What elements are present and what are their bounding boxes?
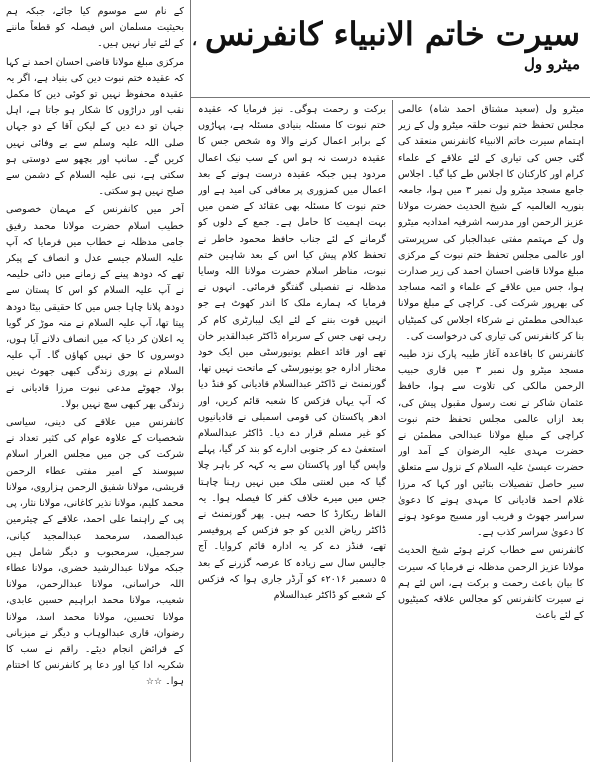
article-column-right: [398, 102, 584, 756]
headline: [190, 0, 590, 96]
headline-divider: [190, 97, 590, 98]
paragraph: کانفرنس سے خطاب کرتے ہوئے شیخ الحدیث مولانا عزیز الرحمن مدظلہ نے فرمایا کہ سیرت کا بیان باعث رحمت و برکت ہے، اس لئے ہم نے سیرت کانفرنس کو مجالس علاقہ کمیٹیوں کے لئے باعث: [398, 545, 584, 622]
paragraph: آخر میں کانفرنس کے مہمان خصوصی خطیب اسلام حضرت مولانا محمد رفیق جامی مدظلہ نے خطاب میں فرمایا کہ آپ علیہ السلام جیسے عدل و انصاف کے پیکر تھے کہ دودھ پینے کے زمانے میں دائی حلیمہ نے آپ علیہ السلام کو اس کا پستان سے دودھ پلانا چاہا جس میں کا حقیقی بیٹا دودھ پیتا تھا، آپ علیہ السلام نے منہ موڑ کر گویا یہ اعلان کر دیا کہ میں انصاف دلانے آیا ہوں، دوسروں کا حق نہیں کھاؤں گا۔ آپ علیہ السلام نے پوری زندگی کبھی جھوٹ نہیں بولا، جھوٹے مدعی نبوت مرزا قادیانی نے زندگی بھر کبھی سچ نہیں بولا۔: [6, 204, 184, 410]
article-column-left: [6, 4, 184, 756]
end-mark: ☆☆: [145, 677, 163, 688]
headline-title: سیرت خاتم الانبیاء کانفرنس: [205, 15, 580, 53]
paragraph: کے نام سے موسوم کیا جائے، جبکہ ہم بحیثیت مسلمان اس فیصلہ کو قطعاً ماننے کے لئے تیار نہیں ہیں۔: [6, 6, 184, 50]
headline-dateline: ، میٹرو ول: [192, 31, 580, 73]
column-divider: [190, 0, 191, 762]
paragraph: مرکزی مبلغ مولانا قاضی احسان احمد نے کہا کہ عقیدہ ختم نبوت دین کی بنیاد ہے، اگر یہ عقیدہ محفوظ نہیں تو کوئی دین کا مکمل نقب اور دراڑوں کا شکار ہو جاتا ہے، اہل جہان تو دے دیں کے لیکن آقا کے دو جہاں صلی اللہ علیہ وسلم سے بے وفائی نہیں کریں گے۔ سانپ اور بچھو سے دوستی ہو سکتی ہے، نبی علیہ السلام کے دشمن سے صلح نہیں ہو سکتی۔: [6, 56, 184, 198]
paragraph: برکت و رحمت ہوگی۔ نیز فرمایا کہ عقیدہ ختم نبوت کا مسئلہ بنیادی مسئلہ ہے، پہاڑوں کے برابر اعمال کرنے والا وہ شخص جس کا عقیدہ درست نہ ہو اس کے سب نیک اعمال مردود ہیں جبکہ عقیدہ درست ہونے کے بعد اعمال میں کمزوری پر معافی کی امید ہے اور ختم نبوت کا مسئلہ بھی عقائد کے ضمن میں بہت اہمیت کا حامل ہے۔ جمع کے دلوں کو گرمانے کے لئے جناب حافظ محمود خاطر نے تحفظ کلام پیش کیا اس کے بعد شاہین ختم نبوت، مناظر اسلام حضرت مولانا اللہ وسایا مدظلہ نے تفصیلی گفتگو فرمائی۔ انہوں نے فرمایا کہ ہمارے ملک کا اندر کھوٹ ہے جو انہیں قوت بننے کے لئے ایک لیبارٹری کام کر رہی تھی جس کے سربراہ ڈاکٹر عبدالقدیر خان تھے اور قائد اعظم یونیورسٹی میں ایک خود مختار ادارہ جو یونیورسٹی کے ماتحت نہیں تھا، گورنمنٹ نے ڈاکٹر عبدالسلام قادیانی کو فنڈ دیا کہ آپ یہاں فزکس کا شعبہ قائم کریں، اور ادھر پاکستان کی قومی اسمبلی نے قادیانیوں کو غیر مسلم قرار دے دیا۔ ڈاکٹر عبدالسلام استعفیٰ دے کر جنوبی ادارے کو بند کر گیا، پہلے واپس گیا اور پاکستان سے یہ کہہ کر باہر چلا گیا کہ میں لعنتی ملک میں نہیں رہنا چاہتا جس میں میرے خلاف کفر کا فیصلہ ہوا۔ یہ الفاظ ریکارڈ کا حصہ ہیں۔ پھر گورنمنٹ نے ڈاکٹر ریاض الدین کو جو فزکس کے پروفیسر تھے، فنڈز دے کر یہ ادارہ قائم کروایا۔ آج جالیس سال سے زیادہ کا عرصہ گزرنے کے بعد ۵ دسمبر ۲۰۱۶ء کو آرڈر جاری ہوا کہ فزکس کے شعبے کو ڈاکٹر عبدالسلام: [198, 104, 386, 602]
article-column-middle: [198, 102, 386, 756]
paragraph: کانفرنس کا باقاعدہ آغاز طیبہ پارک نزد طیبہ مسجد میٹرو ول نمبر ۳ میں قاری حبیب الرحمن مالکی کی تلاوت سے ہوا، حافظ عثمان شاکر نے نعت رسول مقبول پیش کی، بعد ازاں عالمی مجلس تحفظ ختم نبوت کراچی کے مبلغ مولانا عبدالحی مطمئن نے حضرت مہدی علیہ الرضوان کے آمد اور حضرت عیسیٰ علیہ السلام کے نزول سے متعلق سیر حاصل تفصیلات بتائیں اور کہا کہ مرزا غلام احمد قادیانی کا مہدی ہونے کا دعویٰ سراسر جھوٹ و فریب اور مسیح موعود ہونے کا دعویٰ سراسر کذب ہے۔: [398, 349, 584, 539]
paragraph-text: کانفرنس میں علاقے کی دینی، سیاسی شخصیات کے علاوہ عوام کی کثیر تعداد نے شرکت کی جن میں مجلس العرار اسلام سپوسند کے امیر مفتی عطاء الرحمن قریشی، مولانا شفیق الرحمن ہزاروی، مولانا محمد کلیم، مولانا نذیر کاغانی، مولانا نثار، پی پی کے راہنما علی احمد، علاقے کے چیئرمین عبدالصمد، سرمحمد عبدالمجید کیانی، سرجمیل، سرمحبوب و دیگر شامل ہیں جبکہ مولانا عبدالرشید خضری، مولانا عطاء اللہ خراسانی، مولانا عبدالرحمن، مولانا شعیب، مولانا محمد ابراہیم حسین عابدی، مولانا تحسین، مولانا محمد اسد، مولانا رضوان، قاری عبدالوہاب و دیگر نے میزبانی کے فرائض انجام دیئے۔ راقم نے سب کا شکریہ ادا کیا اور دعا پر کانفرنس کا اختتام ہوا۔: [6, 417, 184, 688]
column-divider: [392, 100, 393, 762]
paragraph: میٹرو ول (سعید مشتاق احمد شاہ) عالمی مجلس تحفظ ختم نبوت حلقہ میٹرو ول کے زیر اہتمام سیرت خاتم الانبیاء کانفرنس منعقد کی گئی جس کی تیاری کے لئے علاقے کے علماء کرام اور کارکنان کا اجلاس طے کیا گیا۔ اجلاس جامع مسجد میٹرو ول نمبر ۳ میں ہوا، جامعہ بنوریہ العالمیہ کے شیخ الحدیث حضرت مولانا عزیز الرحمن اور مدرسہ اشرفیہ امدادیہ میٹرو ول کے مہتمم مفتی عبدالجبار کی سرپرستی اور عالمی مجلس تحفظ ختم نبوت کے مرکزی مبلغ مولانا قاضی احسان احمد کی زیر صدارت ہوا، جس میں علاقے کے علماء و ائمہ مساجد کی بھرپور شرکت کی۔ کراچی کے مبلغ مولانا عبدالحی مطمئن نے شرکاء اجلاس کی کمیٹیاں بنا کر کانفرنس کی تیاری کی درخواست کی۔: [398, 104, 584, 342]
paragraph: [6, 415, 184, 690]
